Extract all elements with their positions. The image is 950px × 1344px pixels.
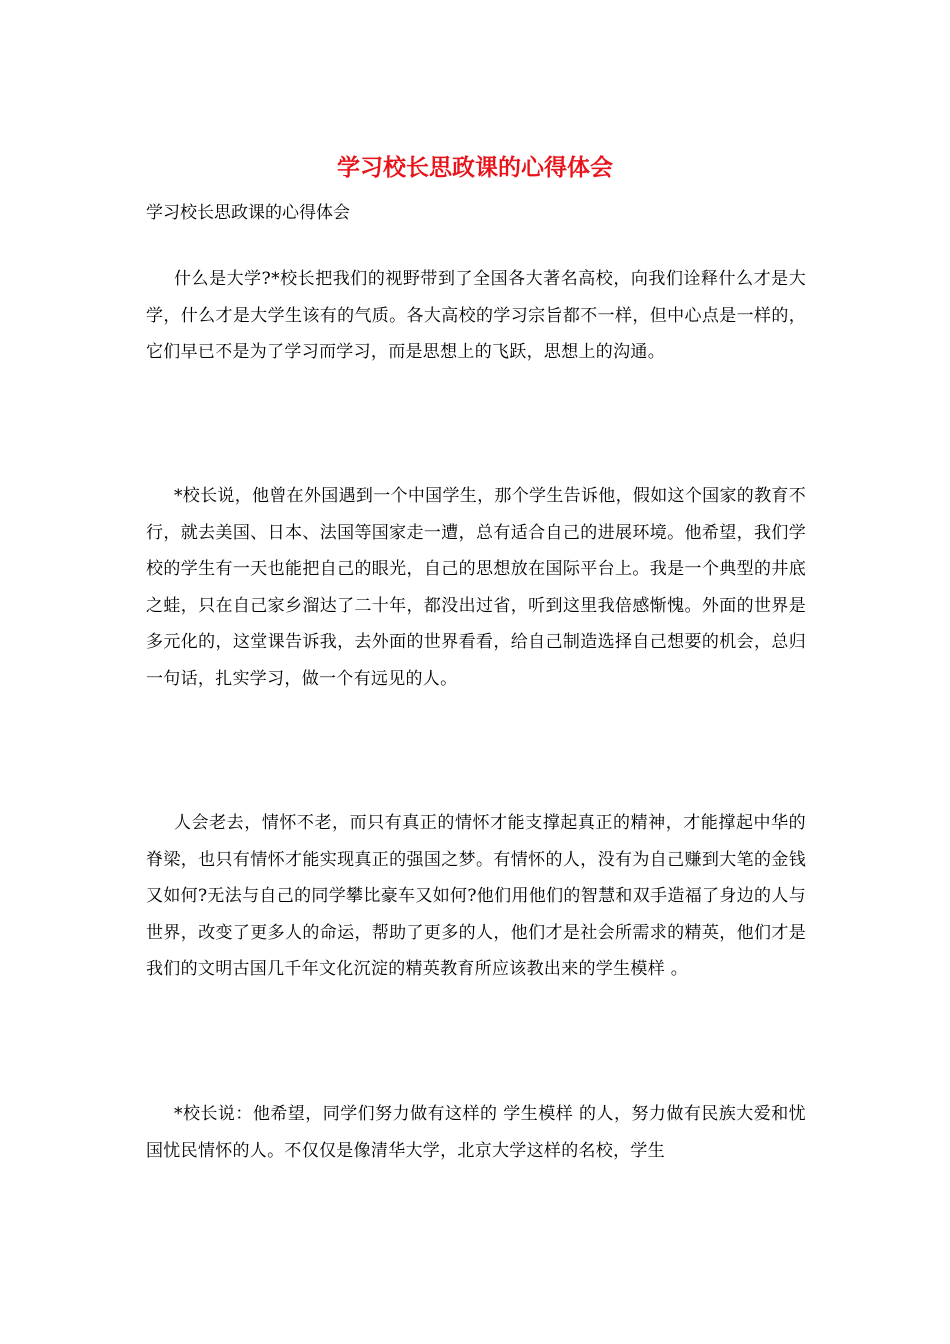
paragraph-3: 人会老去，情怀不老，而只有真正的情怀才能支撑起真正的精神，才能撑起中华的脊梁，也只有情怀才能实现真正的强国之梦。有情怀的人，没有为自己赚到大笔的金钱又如何?无法与自己的同学攀比豪车又如何?他们用他们的智慧和双手造福了身边的人与世界，改变了更多人的命运，帮助了更多的人，他们才是社会所需求的精英，他们才是我们的文明古国几千年文化沉淀的精英教育所应该教出来的学生模样 。: [146, 813, 806, 979]
paragraph-1: 什么是大学?*校长把我们的视野带到了全国各大著名高校，向我们诠释什么才是大学，什么才是大学生该有的气质。各大高校的学习宗旨都不一样，但中心点是一样的，它们早已不是为了学习而学习，而是思想上的飞跃，思想上的沟通。: [146, 269, 806, 362]
paragraph-2: *校长说，他曾在外国遇到一个中国学生，那个学生告诉他，假如这个国家的教育不行，就去美国、日本、法国等国家走一遭，总有适合自己的进展环境。他希望，我们学校的学生有一天也能把自己的眼光，自己的思想放在国际平台上。我是一个典型的井底之蛙，只在自己家乡溜达了二十年，都没出过省，听到这里我倍感惭愧。外面的世界是多元化的，这堂课告诉我，去外面的世界看看，给自己制造选择自己想要的机会，总归一句话，扎实学习，做一个有远见的人。: [146, 486, 806, 689]
document-subtitle: 学习校长思政课的心得体会: [146, 203, 350, 223]
paragraph-4: *校长说：他希望，同学们努力做有这样的 学生模样 的人，努力做有民族大爱和忧国忧民情怀的人。不仅仅是像清华大学，北京大学这样的名校，学生: [146, 1104, 806, 1161]
document-title: 学习校长思政课的心得体会: [337, 154, 613, 181]
